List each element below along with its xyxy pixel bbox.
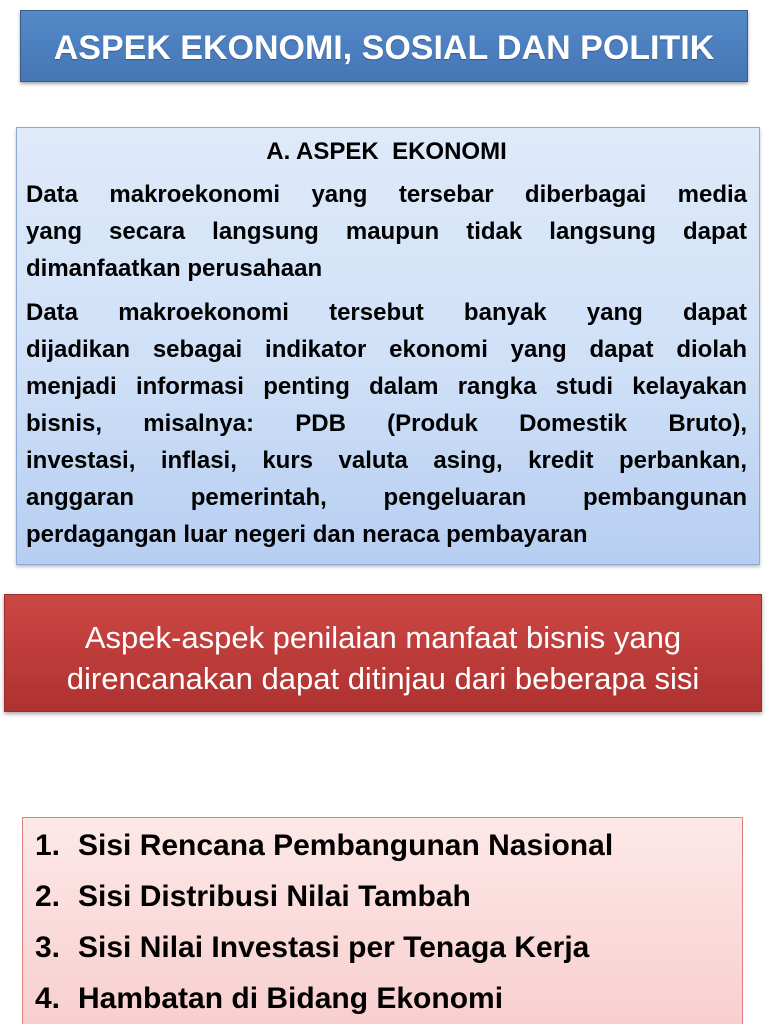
paragraph-line: anggaran pemerintah, pengeluaran pembangunan <box>26 484 747 511</box>
paragraph-line: yang secara langsung maupun tidak langsung dapat <box>26 218 747 245</box>
item-label: Hambatan di Bidang Ekonomi <box>78 982 504 1015</box>
list-item <box>35 820 742 871</box>
paragraph-line: dimanfaatkan perusahaan <box>26 255 323 282</box>
economic-aspect-section <box>16 127 760 565</box>
item-number: 1. <box>35 829 61 862</box>
list-item <box>35 871 742 922</box>
paragraph-line: investasi, inflasi, kurs valuta asing, kredit perbankan, <box>26 447 747 474</box>
item-number: 3. <box>35 931 61 964</box>
callout-banner <box>4 594 762 712</box>
paragraph <box>26 294 747 553</box>
paragraph <box>26 176 747 287</box>
paragraph-line: menjadi informasi penting dalam rangka studi kelayakan <box>26 373 747 400</box>
item-number: 4. <box>35 982 61 1015</box>
paragraph-line: Data makroekonomi tersebut banyak yang dapat <box>26 299 747 326</box>
paragraph-line: Data makroekonomi yang tersebar diberbagai media <box>26 181 747 208</box>
paragraph-line: dijadikan sebagai indikator ekonomi yang dapat diolah <box>26 336 747 363</box>
item-label: Sisi Nilai Investasi per Tenaga Kerja <box>78 931 590 964</box>
paragraph-line: bisnis, misalnya: PDB (Produk Domestik Bruto), <box>26 410 747 437</box>
callout-line: Aspek-aspek penilaian manfaat bisnis yang <box>84 620 682 655</box>
list-item <box>35 922 742 973</box>
list-item <box>35 973 742 1024</box>
item-label: Sisi Distribusi Nilai Tambah <box>78 880 471 913</box>
item-label: Sisi Rencana Pembangunan Nasional <box>78 829 614 862</box>
item-number: 2. <box>35 880 61 913</box>
slide-title: ASPEK EKONOMI, SOSIAL DAN POLITIK <box>53 28 715 67</box>
callout-line: direncanakan dapat ditinjau dari beberapa sisi <box>66 661 700 696</box>
section-heading: A. ASPEK EKONOMI <box>266 138 507 165</box>
paragraph-line: perdagangan luar negeri dan neraca pembayaran <box>26 521 588 548</box>
perspectives-list <box>22 817 743 1024</box>
slide-title-banner <box>20 10 748 82</box>
